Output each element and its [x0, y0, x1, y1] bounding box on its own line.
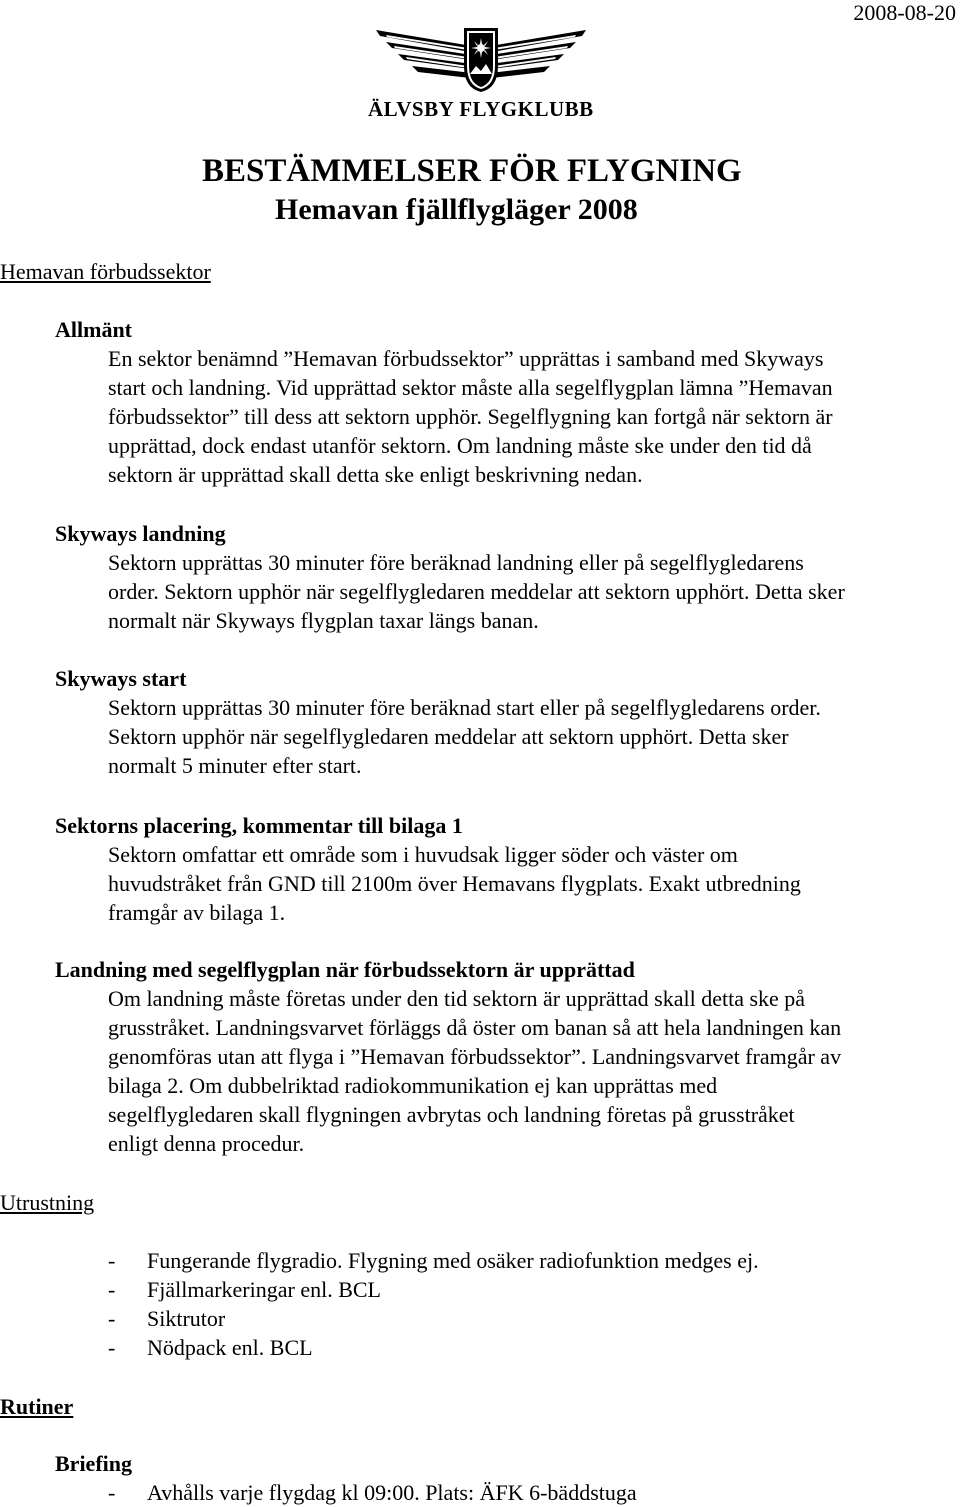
list-dash: -: [108, 1306, 116, 1331]
list-item: [108, 1304, 759, 1333]
list-item: [108, 1275, 759, 1304]
paragraph-line: Om landning måste företas under den tid sektorn är upprättad skall detta ske på: [108, 986, 806, 1011]
paragraph-landning-segelflygplan: [108, 984, 948, 1158]
paragraph-allmant: [108, 344, 948, 489]
list-item-text: Siktrutor: [147, 1306, 226, 1331]
paragraph-line: bilaga 2. Om dubbelriktad radiokommunikation ej kan upprättas med: [108, 1073, 718, 1098]
section-heading-rutiner: Rutiner: [0, 1394, 74, 1419]
paragraph-line: start och landning. Vid upprättad sektor måste alla segelflygplan lämna ”Hemavan: [108, 375, 833, 400]
paragraph-line: order. Sektorn upphör när segelflygledaren meddelar att sektorn upphört. Detta sker: [108, 579, 845, 604]
paragraph-line: Sektorn upprättas 30 minuter före beräknad landning eller på segelflygledarens: [108, 550, 804, 575]
paragraph-line: huvudstråket från GND till 2100m över Hemavans flygplats. Exakt utbredning: [108, 871, 801, 896]
paragraph-line: upprättad, dock endast utanför sektorn. Om landning måste ske under den tid då: [108, 433, 812, 458]
briefing-list: [108, 1478, 637, 1507]
paragraph-line: En sektor benämnd ”Hemavan förbudssektor” upprättas i samband med Skyways: [108, 346, 824, 371]
paragraph-line: normalt när Skyways flygplan taxar längs banan.: [108, 608, 539, 633]
list-dash: -: [108, 1277, 116, 1302]
subheading-skyways-landning: Skyways landning: [55, 521, 226, 546]
list-item-text: Fjällmarkeringar enl. BCL: [147, 1277, 381, 1302]
paragraph-line: enligt denna procedur.: [108, 1131, 305, 1156]
list-item-text: Fungerande flygradio. Flygning med osäker radiofunktion medges ej.: [147, 1248, 759, 1273]
paragraph-line: segelflygledaren skall flygningen avbrytas och landning företas på grusstråket: [108, 1102, 795, 1127]
paragraph-line: sektorn är upprättad skall detta ske enligt beskrivning nedan.: [108, 462, 643, 487]
paragraph-line: Sektorn upphör när segelflygledaren meddelar att sektorn upphört. Detta sker: [108, 724, 789, 749]
document-subtitle: Hemavan fjällflygläger 2008: [275, 193, 638, 226]
list-dash: -: [108, 1480, 116, 1505]
club-logo-winged-emblem: [372, 26, 590, 94]
paragraph-line: Sektorn upprättas 30 minuter före beräknad start eller på segelflygledarens order.: [108, 695, 821, 720]
section-heading-utrustning: Utrustning: [0, 1190, 95, 1215]
paragraph-line: framgår av bilaga 1.: [108, 900, 286, 925]
list-dash: -: [108, 1248, 116, 1273]
paragraph-line: grusstråket. Landningsvarvet förläggs då öster om banan så att hela landningen kan: [108, 1015, 842, 1040]
list-item: [108, 1333, 759, 1362]
paragraph-skyways-start: [108, 693, 948, 780]
list-item-text: Avhålls varje flygdag kl 09:00. Plats: ÄFK 6-bäddstuga: [147, 1480, 637, 1505]
list-item: [108, 1478, 637, 1507]
list-item: [108, 1246, 759, 1275]
paragraph-skyways-landning: [108, 548, 948, 635]
list-dash: -: [108, 1335, 116, 1360]
paragraph-sektorns-placering: [108, 840, 948, 927]
subheading-skyways-start: Skyways start: [55, 666, 187, 691]
paragraph-line: Sektorn omfattar ett område som i huvudsak ligger söder och väster om: [108, 842, 738, 867]
section-heading-forbudssektor: Hemavan förbudssektor: [0, 259, 211, 284]
equipment-list: [108, 1246, 759, 1362]
paragraph-line: genomföras utan att flyga i ”Hemavan förbudssektor”. Landningsvarvet framgår av: [108, 1044, 842, 1069]
club-name: ÄLVSBY FLYGKLUBB: [368, 97, 594, 121]
subheading-briefing: Briefing: [55, 1451, 132, 1476]
subheading-sektorns-placering: Sektorns placering, kommentar till bilaga 1: [55, 813, 463, 838]
paragraph-line: förbudssektor” till dess att sektorn upphör. Segelflygning kan fortgå när sektorn är: [108, 404, 833, 429]
subheading-allmant: Allmänt: [55, 317, 132, 342]
list-item-text: Nödpack enl. BCL: [147, 1335, 313, 1360]
document-title: BESTÄMMELSER FÖR FLYGNING: [202, 153, 742, 189]
document-date: 2008-08-20: [853, 0, 956, 25]
paragraph-line: normalt 5 minuter efter start.: [108, 753, 362, 778]
subheading-landning-segelflygplan: Landning med segelflygplan när förbudssektorn är upprättad: [55, 957, 635, 982]
